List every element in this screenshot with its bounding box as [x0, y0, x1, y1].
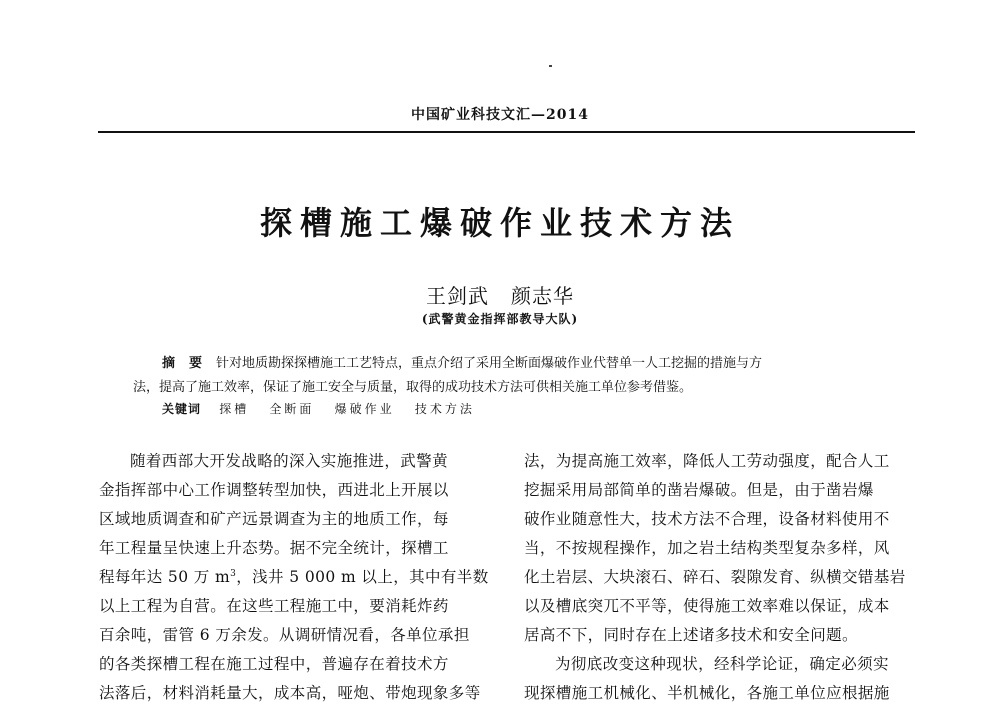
- abstract-text: 针对地质勘探探槽施工工艺特点，重点介绍了采用全断面爆破作业代替单一人工挖掘的措施与方: [216, 356, 763, 371]
- body-line: [99, 563, 511, 592]
- affiliation: (武警黄金指挥部教导大队): [421, 312, 579, 326]
- article-title: 探槽施工爆破作业技术方法: [259, 204, 740, 242]
- body-column-left: [99, 447, 511, 708]
- body-line: 现探槽施工机械化、半机械化，各施工单位应根据施: [524, 684, 890, 702]
- body-column-right: [524, 447, 936, 708]
- author-name: 王剑武: [426, 284, 489, 308]
- body-line: 法，为提高施工效率，降低人工劳动强度，配合人工: [524, 452, 890, 470]
- body-line: 随着西部大开发战略的深入实施推进，武警黄: [130, 452, 449, 470]
- keywords: [162, 400, 491, 417]
- body-line: 居高不下，同时存在上述诸多技术和安全问题。: [524, 626, 858, 644]
- author-list: [0, 280, 1000, 309]
- abstract: [133, 352, 893, 400]
- body-text: ，浅井 5 000 m 以上，其中有半数: [236, 568, 489, 586]
- header-rule: [98, 131, 915, 133]
- keyword: 全断面: [269, 402, 315, 416]
- body-line: 为彻底改变这种现状，经科学论证，确定必须实: [555, 655, 889, 673]
- abstract-line: 法，提高了施工效率，保证了施工安全与质量，取得的成功技术方法可供相关施工单位参考借鉴。: [133, 380, 693, 395]
- body-line: 挖掘采用局部简单的凿岩爆破。但是，由于凿岩爆: [524, 481, 874, 499]
- body-line: 年工程量呈快速上升态势。据不完全统计，探槽工: [99, 539, 449, 557]
- body-line: 区域地质调查和矿产远景调查为主的地质工作，每: [99, 510, 449, 528]
- running-head: 中国矿业科技文汇—2014: [411, 107, 589, 123]
- body-line: 当，不按规程操作，加之岩土结构类型复杂多样，风: [524, 539, 890, 557]
- body-text: 程每年达 50 万 m: [99, 568, 231, 586]
- superscript: 3: [230, 569, 237, 579]
- keywords-label: 关键词: [162, 402, 202, 416]
- body-line: 以上工程为自营。在这些工程施工中，要消耗炸药: [99, 597, 449, 615]
- body-line: 化土岩层、大块滚石、碎石、裂隙发育、纵横交错基岩: [524, 568, 906, 586]
- abstract-line: [133, 352, 893, 376]
- scan-speck: [549, 65, 552, 67]
- keyword: 探槽: [219, 402, 250, 416]
- body-line: 破作业随意性大，技术方法不合理，设备材料使用不: [524, 510, 890, 528]
- body-line: 金指挥部中心工作调整转型加快，西进北上开展以: [99, 481, 449, 499]
- body-line: 以及槽底突兀不平等，使得施工效率难以保证，成本: [524, 597, 890, 615]
- author-name: 颜志华: [511, 284, 574, 308]
- abstract-label: 摘要: [162, 356, 217, 371]
- body-line: 法落后，材料消耗量大，成本高，哑炮、带炮现象多等: [99, 684, 481, 702]
- keyword: 爆破作业: [334, 402, 395, 416]
- body-line: 百余吨，雷管 6 万余发。从调研情况看，各单位承担: [99, 626, 470, 644]
- body-line: 的各类探槽工程在施工过程中，普遍存在着技术方: [99, 655, 449, 673]
- keyword: 技术方法: [414, 402, 475, 416]
